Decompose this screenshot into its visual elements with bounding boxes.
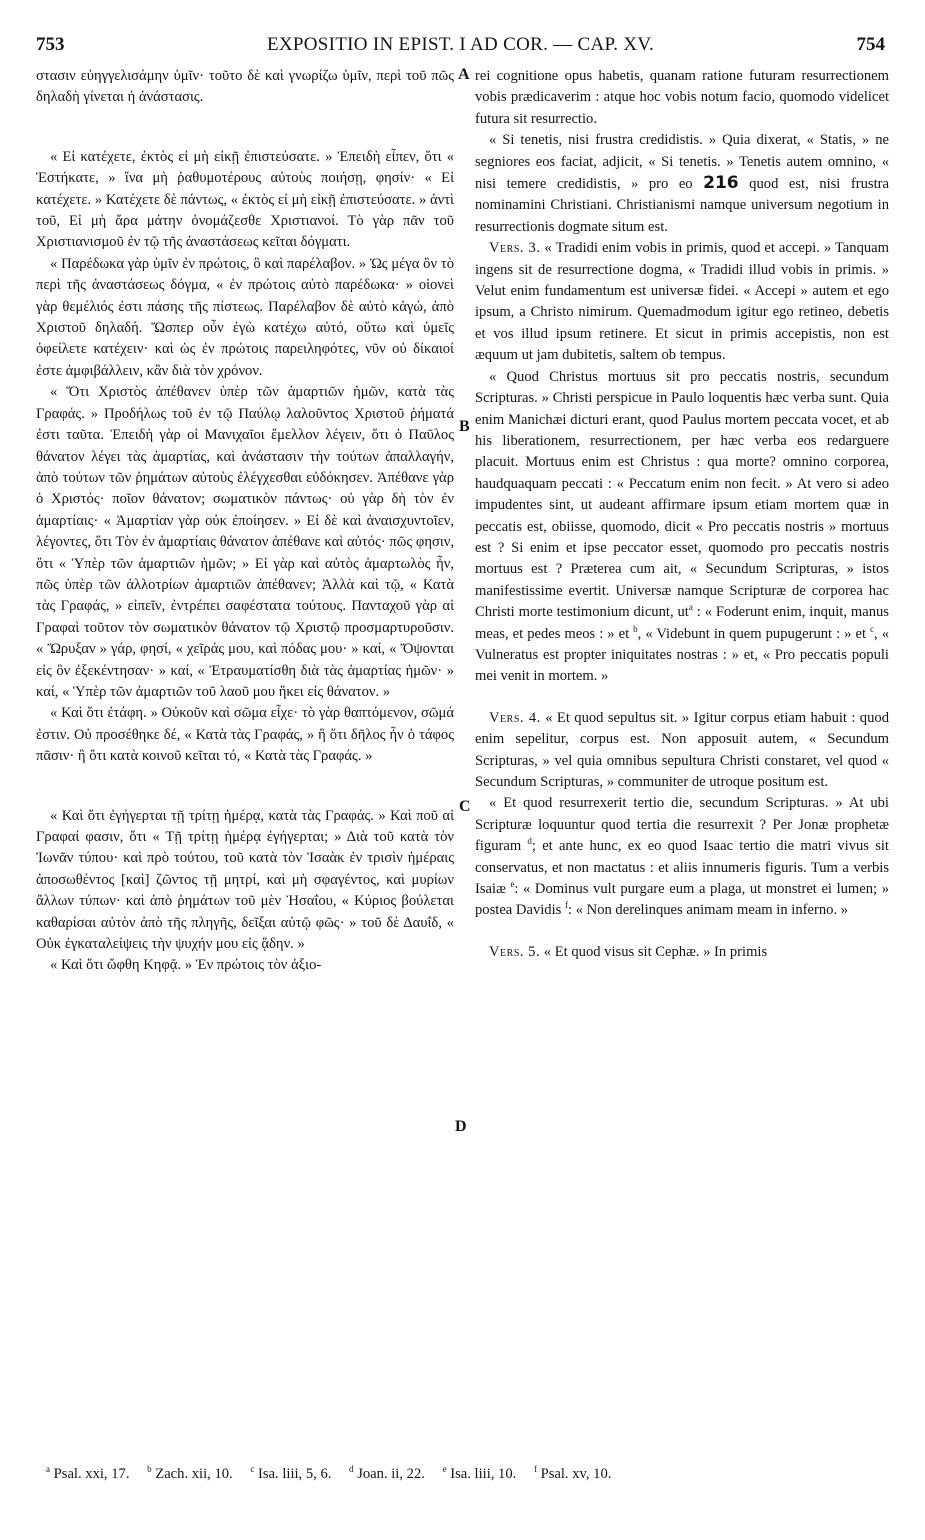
greek-paragraph: στασιν εὐηγγελισάμην ὑμῖν· τοῦτο δὲ καὶ γνωρίζω ὑμῖν, περὶ τοῦ πῶς δηλαδὴ γίνεται ἡ ἀνάστασις. [36, 68, 454, 106]
footnote-mark: d [527, 836, 532, 847]
latin-text: ; et ante hunc, ex eo quod Isaac tertio die matri vivus sit conservatus, et non mactatus : et aliis innumeris figuris. Tum a verbis Isaiæ [475, 838, 889, 898]
footnote-text: Joan. ii, 22. [357, 1466, 425, 1482]
inline-page-number: 216 [703, 173, 739, 194]
greek-paragraph: « Παρέδωκα γὰρ ὑμῖν ἐν πρώτοις, ὃ καὶ παρέλαβον. » Ὡς μέγα ὂν τὸ περὶ τῆς ἀναστάσεως δόγμα, « ἐν πρώτοις αὐτὸ παρέδωκα· » οἱονεὶ γὰρ θεμέλιός ἐστι πάσης τῆς πίστεως. Παρέλαβον δὲ αὐτὸ κἀγώ, ἀπὸ Χριστοῦ δηλαδή. Ὥσπερ οὖν ἐγὼ κατέχω αὐτό, οὕτω καὶ ὑμεῖς ὀφείλετε κατέχειν· καὶ ὡς ἐν πρώτοις παρειληφότες, νῦν οὐ δίκαιοί ἐστε ἀμφιβάλλειν, κἂν διὰ τὸν χρόνον. [36, 255, 454, 379]
latin-paragraph: rei cognitione opus habetis, quanam ratione futuram resurrectionem vobis prædicaverim : atque hoc vobis notum facio, quomodo videlicet futura sit resurrectio. [475, 68, 889, 127]
latin-text: : « Dominus vult purgare eum a plaga, ut monstret ei lumen; » postea Davidis [475, 881, 889, 919]
latin-paragraph [475, 793, 889, 921]
page-number-left: 753 [36, 34, 65, 55]
latin-text: « Et quod resurrexerit tertio die, secundum Scripturas. » At ubi Scripturæ loquuntur quod tertia die resurrexit ? Per Jonæ prophetæ figuram [475, 795, 889, 855]
footnote [147, 1466, 233, 1482]
greek-paragraph: « Εἰ κατέχετε, ἐκτὸς εἰ μὴ εἰκῇ ἐπιστεύσατε. » Ἐπειδὴ εἶπεν, ὅτι « Ἑστήκατε, » ἵνα μὴ ῥαθυμοτέρους αὐτοὺς ποιήσῃ, φησίν· « Εἰ κατέχετε. » Κατέχετε δὲ πάντως, « ἐκτὸς εἰ μὴ εἰκῇ ἐπιστεύσατε. » ἀντὶ τοῦ, Εἰ μὴ ἄρα μάτην ὀνομάζεσθε Χριστιανοί. Τὸ γὰρ πᾶν τοῦ Χριστιανισμοῦ ἐν τῷ τῆς ἀναστάσεως κεῖται δόγματι. [36, 148, 454, 251]
footnote-mark: b [147, 1464, 152, 1475]
footnote [534, 1466, 611, 1482]
verse-label: Vers. 5. [489, 943, 541, 960]
footnote-mark: e [442, 1464, 447, 1475]
latin-text: « Tradidi enim vobis in primis, quod et accepi. » Tanquam ingens sit de resurrectione dogma, « Tradidi illud vobis in primis. » Velut enim fundamentum est universæ fidei. « Accepi » autem et ego ipsum, a Christo nimirum. Quemadmodum igitur ego retineo, debetis et vos illud ipsum retinere. Et sicut in primis accepistis, non est æquum ut jam dubitetis, saltem ob tempus. [475, 240, 889, 364]
latin-text: , « Vulneratus est propter iniquitates nostras : » et, « Pro peccatis populi mei venit in mortem. » [475, 625, 889, 685]
running-title: EXPOSITIO IN EPIST. I AD COR. — CAP. XV. [266, 34, 655, 55]
latin-paragraph [475, 130, 889, 238]
latin-column [475, 66, 889, 963]
footnote-mark: c [250, 1464, 255, 1475]
latin-text: quod est, nisi frustra nominamini Christiani. Christianismi namque universum negotium in resurrectionis dogmate situm est. [475, 176, 889, 235]
footnote-text: Isa. liii, 5, 6. [258, 1466, 332, 1482]
greek-paragraph: « Ὅτι Χριστὸς ἀπέθανεν ὑπὲρ τῶν ἁμαρτιῶν ἡμῶν, κατὰ τὰς Γραφάς. » Προδήλως τοῦ ἐν τῷ Παύλῳ λαλοῦντος Χριστοῦ ῥήματά ἐστι ταῦτα. Ἐπειδὴ γὰρ οἱ Μανιχαῖοι ἔμελλον λέγειν, ὅτι ὁ Παῦλος θάνατον λέγει τὰς ἁμαρτίας, καὶ ἀνάστασιν τὴν τούτων ἀπαλλαγήν, ἀπὸ τούτων τῶν ῥημάτων αὐτοὺς ἐλέγχεσθαι εὐδόκησεν. Ἀπέθανε γὰρ ὁ Χριστός· ποῖον θάνατον; σωματικὸν πάντως· οὐ γὰρ δὴ τὸν ἐν ἁμαρτίαις· « Ἁμαρτίαν γὰρ οὐκ ἐποίησεν. » Εἰ δὲ καὶ ἀναισχυντοῖεν, λέγοντες, ὅτι Τὸν ἐν ἁμαρτίαις θάνατον ἀπέθανε καὶ αὐτός· πῶς φησιν, ὅτι « Ὑπὲρ τῶν ἁμαρτιῶν ἡμῶν; » Εἰ γὰρ καὶ αὐτὸς ἁμαρτωλὸς ἦν, πῶς ὑπὲρ τῶν ἀλλοτρίων ἁμαρτιῶν ἀπέθανεν; Ἀλλὰ καὶ τῷ, « Κατὰ τὰς Γραφάς, » εἰπεῖν, ἐντρέπει σαφέστατα τούτους. Πανταχοῦ γὰρ αἱ Γραφαὶ τοῦτον τὸν σωματικὸν θάνατον τῷ Χριστῷ προσμαρτυροῦσιν. « Ὤρυξαν » γάρ, φησί, « χεῖράς μου, καὶ πόδας μου· » καί, « Ὄψονται εἰς ὃν ἐξεκέντησαν· » καί, « Ἐτραυματίσθη διὰ τὰς ἁμαρτίας ἡμῶν· » καί, « Ὑπὲρ τῶν ἁμαρτιῶν τοῦ λαοῦ μου ἥκει εἰς θάνατον. » [36, 384, 454, 700]
footnote-mark: d [349, 1464, 354, 1475]
footnote-mark: c [870, 623, 875, 634]
column-marker-b: B [459, 418, 470, 435]
footnote [46, 1466, 129, 1482]
footnote-mark: e [510, 879, 515, 890]
greek-paragraph: « Καὶ ὅτι ὤφθη Κηφᾷ. » Ἐν πρώτοις τὸν ἀξιο- [50, 957, 322, 974]
footnote-mark: f [533, 1464, 537, 1475]
footnote-text: Isa. liii, 10. [450, 1466, 517, 1482]
greek-column [36, 66, 454, 977]
footnote-mark: f [565, 900, 568, 911]
footnote [250, 1466, 331, 1482]
latin-text: , « Videbunt in quem pupugerunt : » et [637, 625, 867, 642]
footnote-mark: a [688, 602, 693, 613]
latin-paragraph [475, 238, 889, 366]
latin-text: : « Foderunt enim, inquit, manus meas, et pedes meos : » et [475, 604, 889, 642]
running-header [36, 34, 885, 62]
footnote [349, 1466, 425, 1482]
footnote [443, 1466, 517, 1482]
greek-paragraph: « Καὶ ὅτι ἐτάφη. » Οὐκοῦν καὶ σῶμα εἶχε· τὸ γὰρ θαπτόμενον, σῶμά ἐστιν. Οὐ προσέθηκε δέ, « Κατὰ τὰς Γραφάς, » ἢ ὅτι δῆλος ἦν ὁ τάφος πᾶσιν· ἢ ὅτι κατὰ κοινοῦ κεῖται τό, « Κατὰ τὰς Γραφάς. » [36, 705, 454, 765]
footnote-mark: a [46, 1464, 50, 1475]
latin-paragraph [475, 942, 889, 963]
footnote-text: Psal. xv, 10. [540, 1466, 612, 1482]
footnote-mark: b [633, 623, 638, 634]
latin-paragraph [475, 367, 889, 688]
column-marker-c: C [459, 798, 471, 815]
verse-label: Vers. 4. [489, 709, 541, 726]
footnotes [46, 1466, 889, 1483]
latin-text: « Et quod sepultus sit. » Igitur corpus etiam habuit : quod enim sepelitur, corpus est. Non apposuit autem, « Secundum Scripturas, » vel quia omnibus sepultura Christi constaret, vel quod « Secundum Scripturas, » communiter de utroque positum est. [475, 709, 889, 790]
greek-paragraph: « Καὶ ὅτι ἐγήγερται τῇ τρίτῃ ἡμέρᾳ, κατὰ τὰς Γραφάς. » Καὶ ποῦ αἱ Γραφαί φασιν, ὅτι « Τῇ τρίτῃ ἡμέρᾳ ἐγήγερται; » Διὰ τοῦ κατὰ τὸν Ἰωνᾶν τύπου· καὶ πρὸ τούτου, τοῦ κατὰ τὸν Ἰσαὰκ ἐν τρισὶν ἡμέραις ἀποσωθέντος [καὶ] ζῶντος τῇ μητρί, καὶ μὴ σφαγέντος, καὶ μυρίων ἄλλων τύπων· καὶ ἀπὸ ῥημάτων τοῦ μὲν Ἠσαΐου, « Κύριος βούλεται καθαρίσαι αὐτὸν ἀπὸ τῆς πληγῆς, δεῖξαι αὐτῷ φῶς· » τοῦ δὲ Δαυΐδ, « Οὐκ ἐγκαταλείψεις τὴν ψυχήν μου εἰς ᾅδην. » [36, 807, 454, 953]
latin-paragraph [475, 708, 889, 794]
page-number-right: 754 [856, 34, 885, 55]
latin-text: « Si tenetis, nisi frustra credidistis. » Quia dixerat, « Statis, » ne segniores eos faciat, adjicit, « Si tenetis. » Tenetis autem omnino, « nisi temere credidistis, » pro eo [475, 132, 889, 193]
footnote-text: Psal. xxi, 17. [53, 1466, 130, 1482]
column-marker-a: A [458, 66, 470, 83]
latin-text: : « Non derelinques animam meam in inferno. » [568, 902, 849, 919]
latin-text: « Quod Christus mortuus sit pro peccatis nostris, secundum Scripturas. » Christi perspicue in Paulo loquentis hæc verba sunt. Quia enim Manichæi dicturi erant, quod Paulus mortem peccata vocet, et ab his liberationem, resurrectionem, per hæc verba eos redarguere placuit. Mortuus enim est Christus : qua morte? omnino corporea, haudquaquam peccati : « Peccatum enim non fecit. » At vero si adeo impudentes sint, ut audeant affirmare ipsum etiam mortem quæ in peccatis est, obiisse, quomodo, dicit « Pro peccatis nostris » mortuus est ? Si enim et ipse peccator esset, quomodo pro peccatis nostris mortuus est ? Præterea cum ait, « Secundum Scripturas, » istos manifestissime evertit. Universæ namque Scripturæ de corporea hac Christi morte testimonium dicunt, ut [475, 368, 889, 621]
footnote-text: Zach. xii, 10. [155, 1466, 233, 1482]
column-marker-d: D [455, 1118, 467, 1135]
latin-text: « Et quod visus sit Cephæ. » In primis [543, 943, 768, 960]
verse-label: Vers. 3. [489, 240, 541, 257]
